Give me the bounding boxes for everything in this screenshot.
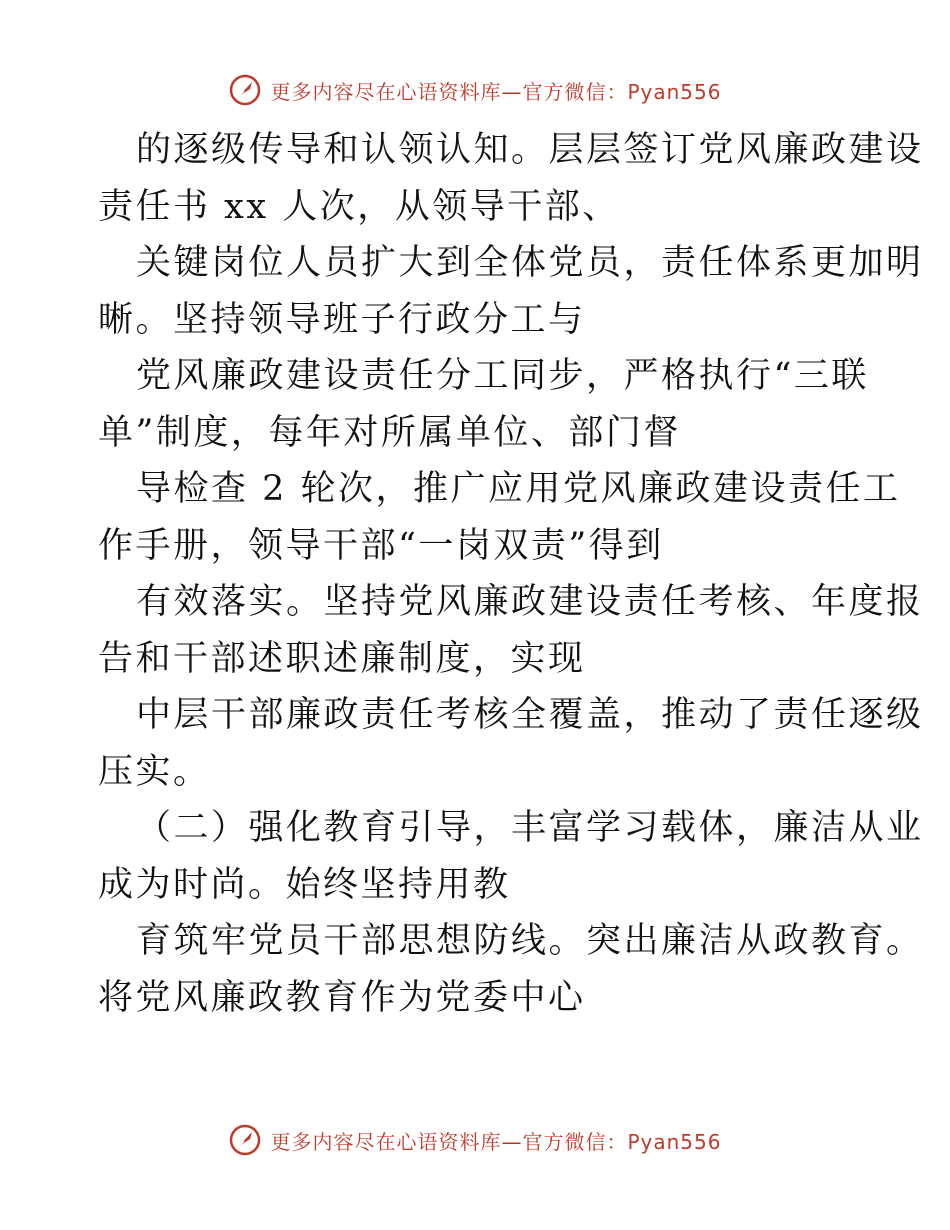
text-line: 晰。坚持领导班子行政分工与 bbox=[98, 299, 586, 340]
text-line: 压实。 bbox=[98, 751, 211, 792]
text-line: 责任书 xx 人次，从领导干部、 bbox=[98, 186, 620, 227]
text-line: 将党风廉政教育作为党委中心 bbox=[98, 977, 586, 1018]
watermark-text bbox=[270, 1126, 721, 1155]
watermark-banner-bottom bbox=[0, 1120, 950, 1160]
text-line: 作手册，领导干部“一岗双责”得到 bbox=[98, 525, 664, 566]
watermark-banner-top bbox=[0, 70, 950, 110]
text-line: 单”制度，每年对所属单位、部门督 bbox=[98, 412, 681, 453]
text-line: 有效落实。坚持党风廉政建设责任考核、年度报 bbox=[136, 582, 924, 622]
watermark-right-text: 官方微信：Pyan556 bbox=[522, 1129, 722, 1154]
text-line: 育筑牢党员干部思想防线。突出廉洁从政教育。 bbox=[136, 921, 924, 961]
text-line: （二）强化教育引导，丰富学习载体，廉洁从业 bbox=[136, 808, 924, 848]
text-line: 中层干部廉政责任考核全覆盖，推动了责任逐级 bbox=[136, 695, 924, 735]
text-line: 关键岗位人员扩大到全体党员，责任体系更加明 bbox=[136, 243, 924, 283]
text-line: 成为时尚。始终坚持用教 bbox=[98, 864, 511, 905]
text-line: 的逐级传导和认领认知。层层签订党风廉政建设 bbox=[136, 130, 924, 170]
text-line: 导检查 2 轮次，推广应用党风廉政建设责任工 bbox=[136, 469, 901, 509]
watermark-right-text: 官方微信：Pyan556 bbox=[522, 79, 722, 104]
text-line: 党风廉政建设责任分工同步，严格执行“三联 bbox=[136, 356, 869, 396]
watermark-separator: — bbox=[501, 1129, 523, 1154]
quill-logo-icon bbox=[228, 1123, 262, 1157]
document-body bbox=[98, 122, 924, 1026]
watermark-separator: — bbox=[501, 79, 523, 104]
watermark-left-text: 更多内容尽在心语资料库 bbox=[270, 1129, 502, 1154]
text-line: 告和干部述职述廉制度，实现 bbox=[98, 638, 586, 679]
quill-logo-icon bbox=[228, 73, 262, 107]
watermark-text bbox=[270, 76, 721, 105]
watermark-left-text: 更多内容尽在心语资料库 bbox=[270, 79, 502, 104]
